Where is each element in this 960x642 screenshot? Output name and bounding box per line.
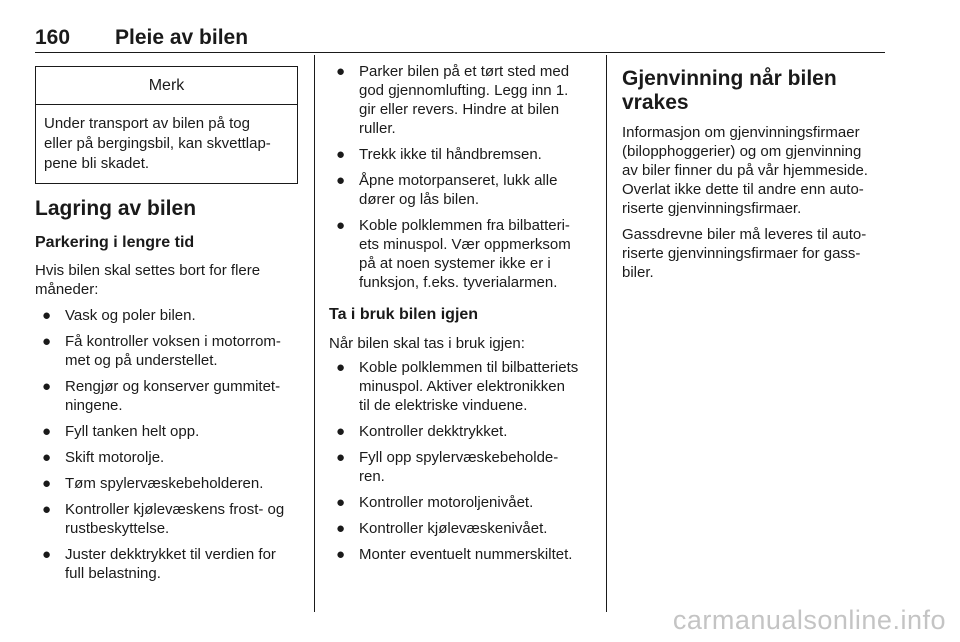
list-item: ● Tøm spylervæskebeholderen.	[42, 475, 264, 492]
column-divider-1	[314, 55, 315, 612]
bullet-icon: ●	[42, 449, 52, 466]
list-item: ● Parker bilen på et tørt sted med god gjennomlufting. Legg inn 1. gir eller revers. Hindre at bilen ruller.	[336, 63, 570, 137]
list-item: ● Koble polklemmen fra bilbatteri- ets minuspol. Vær oppmerksom på at noen systemer ikke er i funksjon, f.eks. tyverialarmen.	[336, 217, 571, 291]
column-3	[622, 55, 886, 282]
bullet-list-parking-continued	[329, 62, 591, 292]
bullet-icon: ●	[336, 172, 346, 189]
bullet-icon: ●	[336, 423, 346, 440]
running-title: Pleie av bilen	[115, 26, 249, 49]
column-1	[35, 55, 299, 583]
section-heading-recycling: Gjenvinning når bilen vrakes	[622, 67, 837, 114]
bullet-list-recommission	[329, 358, 591, 564]
bullet-icon: ●	[336, 359, 346, 376]
intro-text: Hvis bilen skal settes bort for flere måneder:	[35, 262, 261, 298]
bullet-icon: ●	[42, 333, 52, 350]
bullet-icon: ●	[336, 146, 346, 163]
page-number: 160	[35, 26, 71, 49]
list-item: ● Fyll tanken helt opp.	[42, 423, 200, 440]
bullet-icon: ●	[42, 475, 52, 492]
section-heading-storage: Lagring av bilen	[35, 197, 197, 220]
bullet-icon: ●	[42, 546, 52, 563]
list-item: ● Monter eventuelt nummerskiltet.	[336, 546, 573, 563]
intro-text: Når bilen skal tas i bruk igjen:	[329, 335, 525, 352]
paragraph: Gassdrevne biler må leveres til auto- riserte gjenvinningsfirmaer for gass- biler.	[622, 226, 867, 281]
subheading-long-parking: Parkering i lengre tid	[35, 234, 195, 251]
list-item: ● Trekk ikke til håndbremsen.	[336, 146, 542, 163]
column-2	[329, 55, 591, 564]
note-body	[36, 105, 297, 183]
subheading-recommission: Ta i bruk bilen igjen	[329, 306, 479, 323]
list-item: ● Vask og poler bilen.	[42, 307, 196, 324]
bullet-icon: ●	[336, 449, 346, 466]
note-line: eller på bergingsbil, kan skvettlap-	[44, 135, 271, 152]
list-item: ● Kontroller motoroljenivået.	[336, 494, 534, 511]
note-line: pene bli skadet.	[44, 155, 150, 172]
list-item: ● Få kontroller voksen i motorrom- met og på understellet.	[42, 333, 281, 369]
bullet-icon: ●	[42, 378, 52, 395]
bullet-icon: ●	[336, 546, 346, 563]
list-item: ● Skift motorolje.	[42, 449, 165, 466]
bullet-icon: ●	[336, 520, 346, 537]
bullet-icon: ●	[336, 217, 346, 234]
list-item: ● Åpne motorpanseret, lukk alle dører og lås bilen.	[336, 172, 558, 208]
bullet-icon: ●	[336, 63, 346, 80]
list-item: ● Koble polklemmen til bilbatteriets minuspol. Aktiver elektronikken til de elektriske vinduene.	[336, 359, 579, 414]
note-box	[35, 66, 298, 184]
list-item: ● Kontroller dekktrykket.	[336, 423, 508, 440]
watermark: carmanualsonline.info	[672, 605, 946, 635]
note-title: Merk	[36, 67, 297, 105]
page-header	[35, 26, 885, 50]
column-divider-2	[606, 55, 607, 612]
bullet-icon: ●	[42, 307, 52, 324]
note-line: Under transport av bilen på tog	[44, 115, 250, 132]
bullet-icon: ●	[42, 501, 52, 518]
paragraph: Informasjon om gjenvinningsfirmaer (bilopphoggerier) og om gjenvinning av biler finner du på vår hjemmeside. Overlat ikke dette til andre enn auto- riserte gjenvinningsfirmaer.	[622, 124, 868, 217]
list-item: ● Juster dekktrykket til verdien for full belastning.	[42, 546, 276, 582]
bullet-icon: ●	[42, 423, 52, 440]
list-item: ● Rengjør og konserver gummitet- ningene.	[42, 378, 281, 414]
header-rule	[35, 52, 885, 53]
bullet-icon: ●	[336, 494, 346, 511]
bullet-list-parking	[35, 306, 299, 583]
list-item: ● Kontroller kjølevæskenivået.	[336, 520, 548, 537]
list-item: ● Fyll opp spylervæskebeholde- ren.	[336, 449, 559, 485]
list-item: ● Kontroller kjølevæskens frost- og rustbeskyttelse.	[42, 501, 285, 537]
